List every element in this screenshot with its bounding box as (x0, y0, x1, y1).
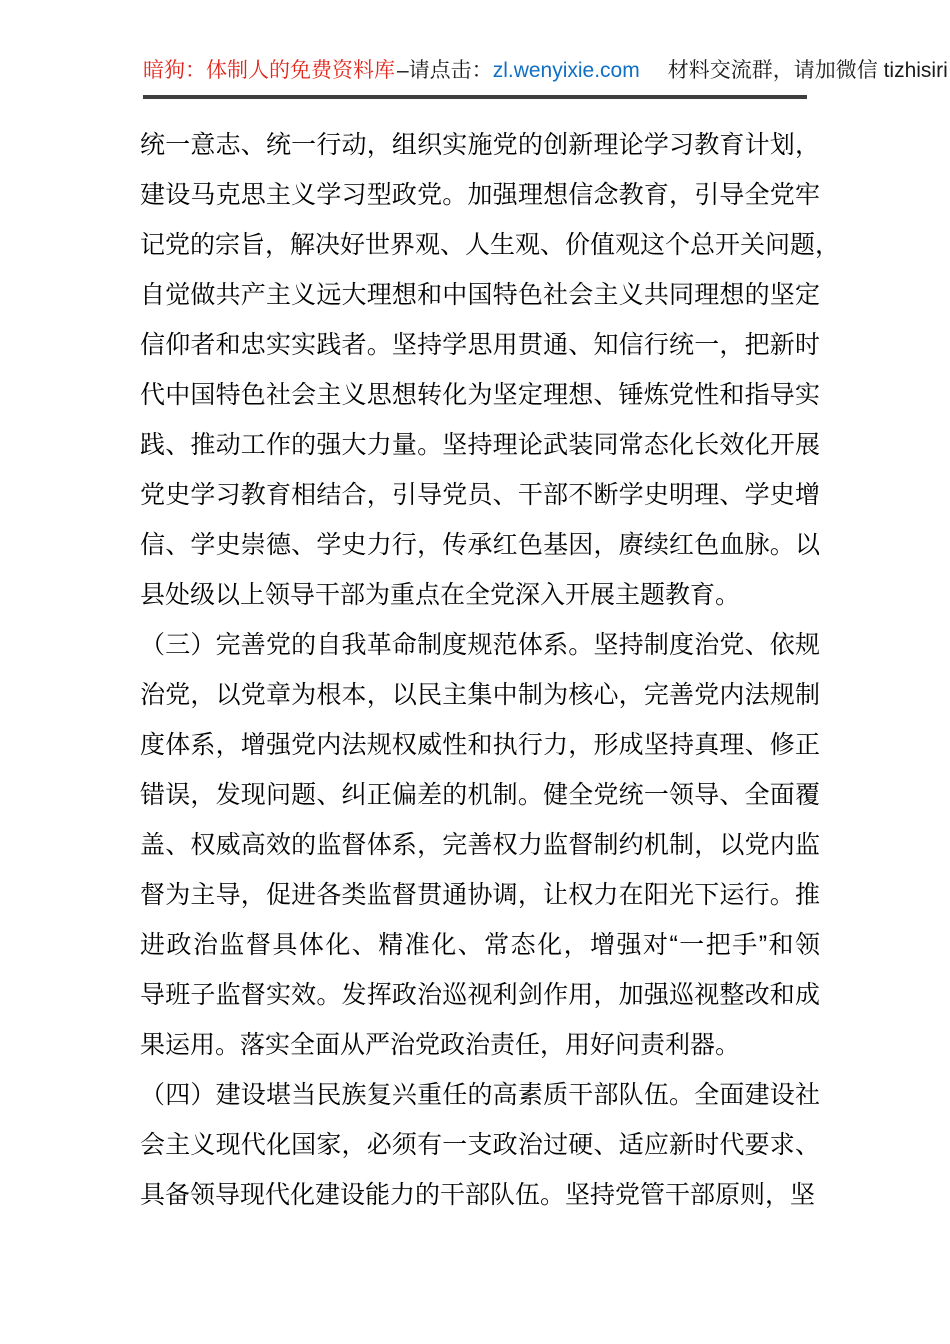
text-line: 代中国特色社会主义思想转化为坚定理想、锤炼党性和指导实 (140, 381, 820, 409)
text-line: 盖、权威高效的监督体系，完善权力监督制约机制，以党内监 (140, 831, 820, 859)
text-line: 信、学史崇德、学史力行，传承红色基因，赓续红色血脉。以 (140, 531, 820, 559)
text-line: 统一意志、统一行动，组织实施党的创新理论学习教育计划， (140, 131, 820, 159)
paragraph-1 (140, 120, 841, 620)
text-line: 会主义现代化国家，必须有一支政治过硬、适应新时代要求、 (140, 1131, 820, 1159)
text-line: 信仰者和忠实实践者。坚持学思用贯通、知信行统一，把新时 (140, 331, 820, 359)
text-line: 度体系，增强党内法规权威性和执行力，形成坚持真理、修正 (140, 731, 820, 759)
text-line: （三）完善党的自我革命制度规范体系。坚持制度治党、依规 (140, 631, 820, 659)
text-line: 具备领导现代化建设能力的干部队伍。坚持党管干部原则，坚 (140, 1181, 816, 1209)
text-line: （四）建设堪当民族复兴重任的高素质干部队伍。全面建设社 (140, 1081, 820, 1109)
promo-banner (143, 56, 948, 99)
promo-site-name: 暗狗：体制人的免费资料库 (143, 59, 395, 82)
text-line: 进政治监督具体化、精准化、常态化，增强对“一把手”和领 (140, 931, 820, 959)
paragraph-2 (140, 620, 820, 1070)
text-line: 县处级以上领导干部为重点在全党深入开展主题教育。 (140, 581, 741, 609)
promo-group-note: 材料交流群，请加微信 tizhisiri (667, 59, 948, 82)
text-line: 记党的宗旨，解决好世界观、人生观、价值观这个总开关问题， (140, 231, 841, 259)
text-line: 导班子监督实效。发挥政治巡视利剑作用，加强巡视整改和成 (140, 981, 820, 1009)
text-line: 建设马克思主义学习型政党。加强理想信念教育，引导全党牢 (140, 181, 820, 209)
promo-click-prompt: –请点击： (397, 59, 493, 82)
promo-link[interactable]: zl.wenyixie.com (492, 59, 640, 82)
text-line: 党史学习教育相结合，引导党员、干部不断学史明理、学史增 (140, 481, 820, 509)
document-body (140, 120, 841, 1220)
text-line: 自觉做共产主义远大理想和中国特色社会主义共同理想的坚定 (140, 281, 820, 309)
paragraph-3 (140, 1070, 820, 1220)
text-line: 错误，发现问题、纠正偏差的机制。健全党统一领导、全面覆 (140, 781, 820, 809)
text-line: 督为主导，促进各类监督贯通协调，让权力在阳光下运行。推 (140, 881, 820, 909)
text-line: 践、推动工作的强大力量。坚持理论武装同常态化长效化开展 (140, 431, 820, 459)
text-line: 治党，以党章为根本，以民主集中制为核心，完善党内法规制 (140, 681, 820, 709)
text-line: 果运用。落实全面从严治党政治责任，用好问责利器。 (140, 1031, 741, 1059)
